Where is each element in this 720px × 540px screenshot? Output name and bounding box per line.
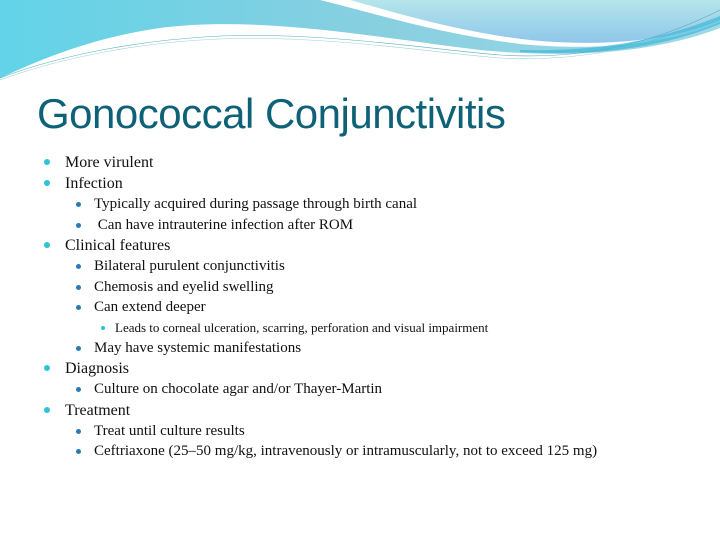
bullet-list [42, 152, 682, 460]
bullet-icon [76, 449, 81, 454]
bullet-icon [76, 202, 81, 207]
bullet-subitem: Chemosis and eyelid swelling [42, 277, 682, 298]
slide-body [42, 152, 682, 460]
bullet-icon [44, 180, 50, 186]
header-wave-decoration [0, 0, 720, 90]
bullet-icon [76, 305, 81, 310]
bullet-icon [76, 387, 81, 392]
bullet-icon [76, 285, 81, 290]
bullet-item: More virulent [42, 152, 682, 173]
bullet-icon [76, 223, 81, 228]
bullet-subitem: Can extend deeper [42, 297, 682, 318]
bullet-item: Treatment [42, 400, 682, 421]
bullet-item: Infection [42, 173, 682, 194]
bullet-subitem: Ceftriaxone (25–50 mg/kg, intravenously or intramuscularly, not to exceed 125 mg) [42, 441, 682, 460]
bullet-icon [101, 326, 105, 330]
slide-title: Gonococcal Conjunctivitis [37, 90, 506, 137]
bullet-icon [44, 242, 50, 248]
bullet-subitem: Treat until culture results [42, 421, 682, 442]
bullet-subitem: Culture on chocolate agar and/or Thayer-Martin [42, 379, 682, 400]
bullet-subitem: Can have intrauterine infection after ROM [42, 215, 682, 236]
bullet-item: Clinical features [42, 235, 682, 256]
bullet-icon [44, 159, 50, 165]
bullet-icon [44, 407, 50, 413]
bullet-icon [76, 429, 81, 434]
bullet-subitem: Bilateral purulent conjunctivitis [42, 256, 682, 277]
bullet-icon [44, 365, 50, 371]
bullet-item: Diagnosis [42, 358, 682, 379]
bullet-subitem: Typically acquired during passage through birth canal [42, 194, 682, 215]
bullet-icon [76, 264, 81, 269]
bullet-icon [76, 346, 81, 351]
bullet-subitem: May have systemic manifestations [42, 338, 682, 359]
bullet-subsubitem: Leads to corneal ulceration, scarring, perforation and visual impairment [42, 318, 682, 338]
